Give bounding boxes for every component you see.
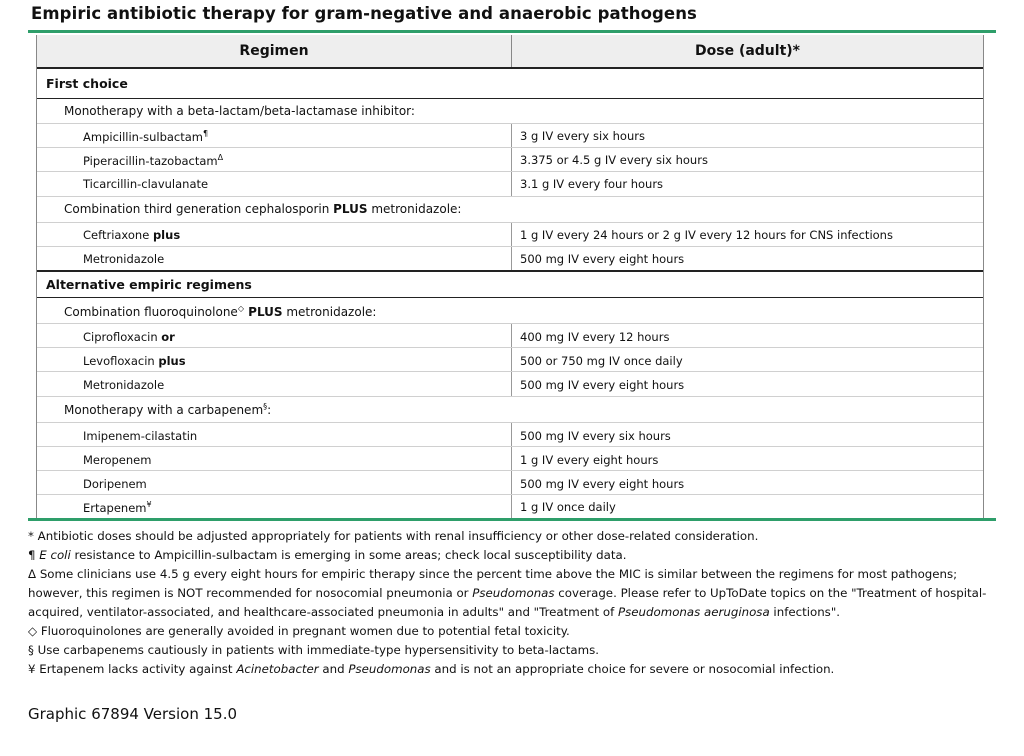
table-row [37, 247, 983, 270]
drug-cell: Piperacillin-tazobactam$^\Delta$ [83, 153, 224, 168]
drug-cell: Imipenem-cilastatin [83, 429, 198, 443]
dose-cell: 3.1 g IV every four hours [520, 177, 664, 191]
dose-cell: 1 g IV every 24 hours or 2 g IV every 12 hours for CNS infections [520, 228, 893, 242]
drug-cell: Doripenem [83, 477, 147, 491]
group-label: Combination third generation cephalosporin PLUS metronidazole: [64, 202, 462, 216]
dose-cell: 1 g IV once daily [520, 500, 616, 514]
table-row [37, 124, 983, 148]
dose-cell: 1 g IV every eight hours [520, 453, 659, 467]
top-divider [28, 30, 996, 33]
dose-cell: 500 mg IV every six hours [520, 429, 671, 443]
group-row [37, 298, 983, 324]
table-row [37, 495, 983, 518]
dose-cell: 500 or 750 mg IV once daily [520, 354, 683, 368]
dose-cell: 500 mg IV every eight hours [520, 378, 685, 392]
dose-cell: 500 mg IV every eight hours [520, 252, 685, 266]
section-alternative [37, 270, 983, 298]
footnote: ¶ E coli resistance to Ampicillin-sulbactam is emerging in some areas; check local susceptibility data. [28, 548, 627, 562]
footnotes [28, 527, 988, 679]
graphic-version: Graphic 67894 Version 15.0 [28, 705, 238, 723]
table-row [37, 223, 983, 247]
header-dose: Dose (adult)* [695, 43, 800, 59]
drug-cell: Ciprofloxacin or [83, 330, 175, 344]
drug-cell: Meropenem [83, 453, 152, 467]
bottom-divider [28, 518, 996, 521]
dose-cell: 3 g IV every six hours [520, 129, 645, 143]
group-label: Monotherapy with a carbapenem§: [64, 402, 272, 417]
drug-cell: Metronidazole [83, 252, 165, 266]
table-row [37, 148, 983, 172]
dose-cell: 400 mg IV every 12 hours [520, 330, 670, 344]
footnote: ¥ Ertapenem lacks activity against Acinetobacter and Pseudomonas and is not an appropriate choice for severe or nosocomial infection. [28, 662, 835, 676]
drug-cell: Ertapenem¥ [83, 500, 152, 515]
table-row [37, 324, 983, 348]
page-title: Empiric antibiotic therapy for gram-negative and anaerobic pathogens [31, 4, 697, 23]
table-row [37, 423, 983, 447]
section-label: First choice [46, 76, 128, 91]
section-first-choice [37, 69, 983, 99]
group-row [37, 99, 983, 124]
group-row [37, 197, 983, 223]
drug-cell: Ceftriaxone plus [83, 228, 181, 242]
drug-cell: Ampicillin-sulbactam¶ [83, 129, 209, 144]
table-header [37, 35, 983, 69]
table-row [37, 348, 983, 372]
table-row [37, 471, 983, 495]
footnote: ◇ Fluoroquinolones are generally avoided in pregnant women due to potential fetal toxicity. [28, 624, 570, 638]
header-regimen: Regimen [239, 43, 309, 59]
table-row [37, 172, 983, 197]
drug-cell: Levofloxacin plus [83, 354, 186, 368]
section-label: Alternative empiric regimens [46, 277, 252, 292]
dose-cell: 3.375 or 4.5 g IV every six hours [520, 153, 708, 167]
group-label: Monotherapy with a beta-lactam/beta-lactamase inhibitor: [64, 104, 415, 118]
group-label: Combination fluoroquinolone◇ PLUS metronidazole: [64, 304, 377, 319]
table-row [37, 447, 983, 471]
drug-cell: Ticarcillin-clavulanate [83, 177, 209, 191]
footnote: § Use carbapenems cautiously in patients with immediate-type hypersensitivity to beta-lactams. [28, 643, 600, 657]
table-row [37, 372, 983, 397]
group-row [37, 397, 983, 423]
footnote: Δ Some clinicians use 4.5 g every eight hours for empiric therapy since the percent time above the MIC is similar between the regimens for most pathogens; however, this regimen is NOT recommended for nosocomial pneumonia or Pseudomonas coverage. Please refer to UpToDate topics on the "Treatment of hospital-acquired, ventilator-associated, and healthcare-associated pneumonia in adults" and "Treatment of Pseudomonas aeruginosa infections". [28, 567, 987, 619]
regimen-table [36, 35, 984, 520]
footnote: * Antibiotic doses should be adjusted appropriately for patients with renal insufficiency or other dose-related consideration. [28, 529, 759, 543]
drug-cell: Metronidazole [83, 378, 165, 392]
dose-cell: 500 mg IV every eight hours [520, 477, 685, 491]
